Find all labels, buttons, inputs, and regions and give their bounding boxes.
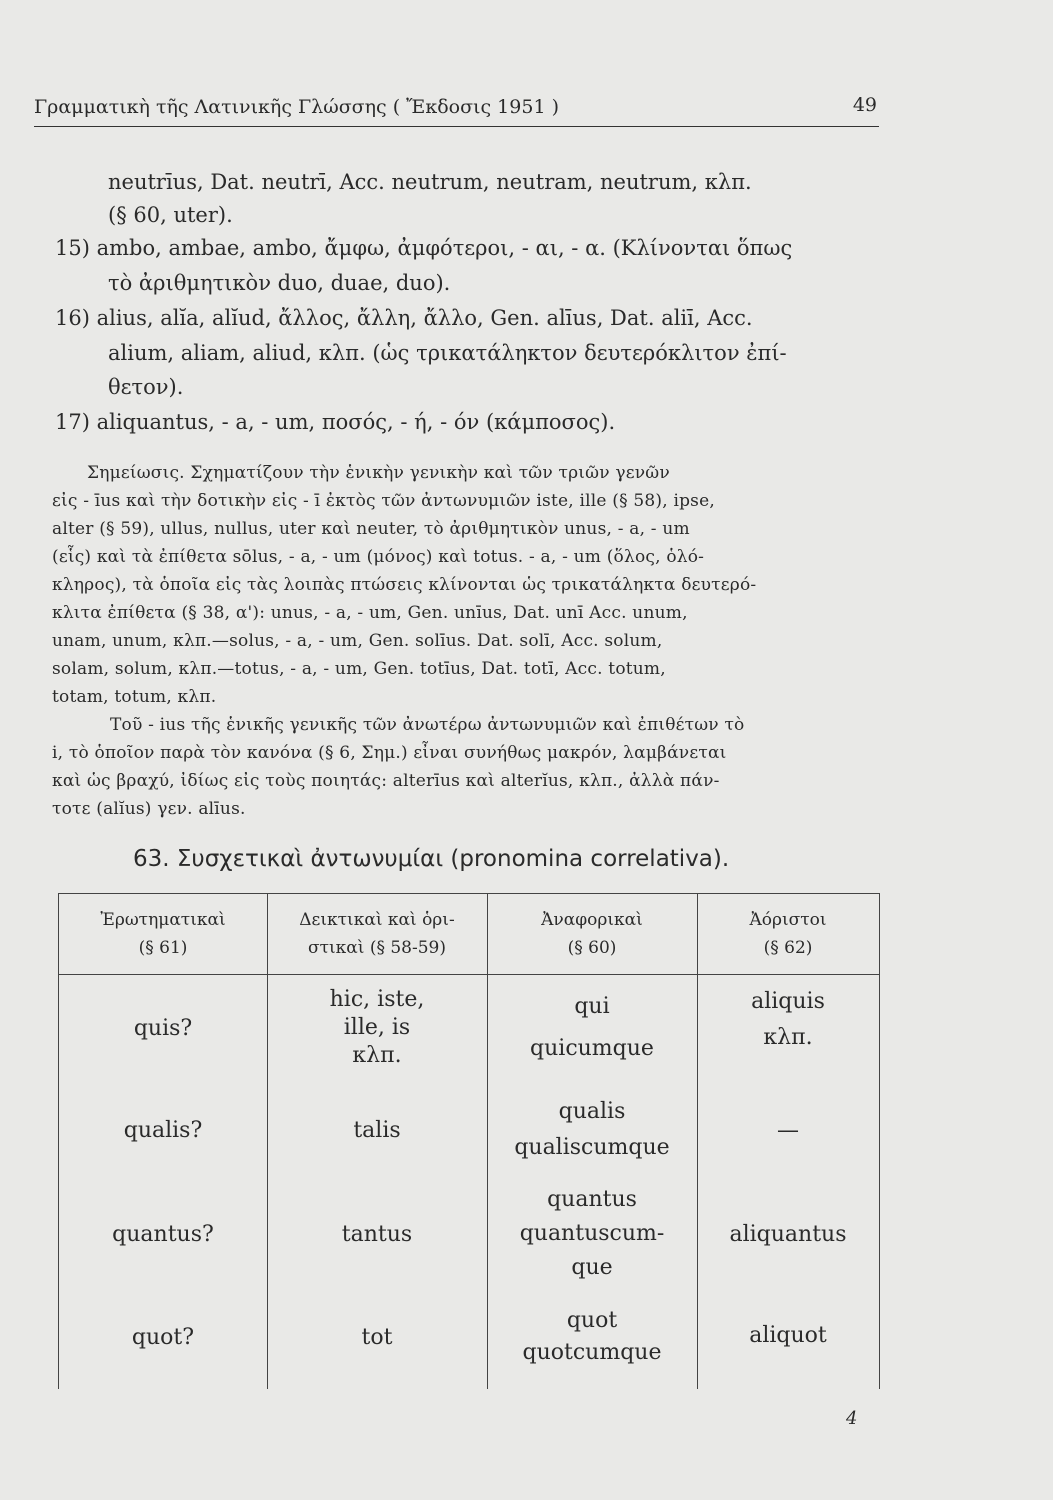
table-cell: hic, iste, ille, is κλπ. <box>329 987 425 1068</box>
body-line: 16) alius, alĭa, alĭud, ἄλλος, ἄλλη, ἄλλο, Gen. alīus, Dat. aliī, Acc. <box>55 306 753 330</box>
body-line: 17) aliquantus, - a, - um, ποσός, - ή, - όν (κάμποσος). <box>55 410 616 434</box>
header-rule <box>59 974 879 975</box>
note-line: (εἷς) καὶ τὰ ἐπίθετα sōlus, - a, - um (μόνος) καὶ totus. - a, - um (ὅλος, ὁλό- <box>52 547 705 567</box>
note-line: κληρος), τὰ ὁποῖα εἰς τὰς λοιπὰς πτώσεις κλίνονται ὡς τρικατάληκτα δευτερό- <box>52 575 757 595</box>
note-line: alter (§ 59), ullus, nullus, uter καὶ neuter, τὸ ἀριθμητικὸν unus, - a, - um <box>52 519 690 539</box>
header-indefinite: Ἀόριστοι (§ 62) <box>749 910 827 958</box>
table-cell: qualis? <box>123 1118 203 1143</box>
body-line: (§ 60, uter). <box>108 203 233 227</box>
note-line: εἰς - īus καὶ τὴν δοτικὴν εἰς - ī ἐκτὸς τῶν ἀντωνυμιῶν iste, ille (§ 58), ipse, <box>52 491 715 511</box>
table-cell: aliquot <box>749 1323 827 1348</box>
body-line: 15) ambo, ambae, ambo, ἄμφω, ἀμφότεροι, - αι, - α. (Κλίνονται ὅπως <box>55 236 793 260</box>
note-line: Τοῦ - ius τῆς ἑνικῆς γενικῆς τῶν ἀνωτέρω ἀντωνυμιῶν καὶ ἐπιθέτων τὸ <box>110 715 745 735</box>
note-line: solam, solum, κλπ.—totus, - a, - um, Gen. totīus, Dat. totī, Acc. totum, <box>52 659 666 679</box>
table-cell: tot <box>361 1325 393 1350</box>
signature-mark: 4 <box>846 1408 858 1429</box>
header-interrogative: Ἐρωτηματικαὶ (§ 61) <box>100 910 226 958</box>
note-line: unam, unum, κλπ.—solus, - a, - um, Gen. solīus. Dat. solī, Acc. solum, <box>52 631 663 651</box>
note-line: τοτε (alĭus) γεν. alīus. <box>52 799 246 819</box>
section-heading: 63. Συσχετικαὶ ἀντωνυμίαι (pronomina correlativa). <box>133 846 730 872</box>
table-cell: quantus? <box>112 1222 214 1247</box>
page-number: 49 <box>852 94 877 116</box>
table-cell: quantus quantuscum- que <box>519 1187 665 1280</box>
body-line: neutrīus, Dat. neutrī, Acc. neutrum, neutram, neutrum, κλπ. <box>108 170 752 194</box>
header-relative: Ἀναφορικαὶ (§ 60) <box>541 910 643 958</box>
body-line: τὸ ἀριθμητικὸν duo, duae, duo). <box>108 271 451 295</box>
table-cell: — <box>777 1118 799 1143</box>
note-line: Σημείωσις. Σχηματίζουν τὴν ἑνικὴν γενικὴν καὶ τῶν τριῶν γενῶν <box>87 463 670 483</box>
note-line: i, τὸ ὁποῖον παρὰ τὸν κανόνα (§ 6, Σημ.) εἶναι συνήθως μακρόν, λαμβάνεται <box>52 743 727 763</box>
header-demonstrative: Δεικτικαὶ καὶ ὁρι- στικαὶ (§ 58-59) <box>299 910 455 958</box>
body-line: alium, aliam, aliud, κλπ. (ὡς τρικατάληκτον δευτερόκλιτον ἐπί- <box>108 341 787 365</box>
table-cell: aliquis κλπ. <box>751 989 825 1050</box>
table-cell: aliquantus <box>729 1222 847 1247</box>
table-cell: quot? <box>131 1325 195 1350</box>
table-cell: qui quicumque <box>530 994 654 1061</box>
note-line: κλιτα ἐπίθετα (§ 38, α'): unus, - a, - um, Gen. unīus, Dat. unī Acc. unum, <box>52 603 688 623</box>
note-line: καὶ ὡς βραχύ, ἰδίως εἰς τοὺς ποιητάς: alterīus καὶ alterĭus, κλπ., ἀλλὰ πάν- <box>52 771 720 791</box>
note-line: totam, totum, κλπ. <box>52 687 217 707</box>
running-title: Γραμματικὴ τῆς Λατινικῆς Γλώσσης ( Ἔκδοσις 1951 ) <box>34 96 559 118</box>
body-line: θετον). <box>108 375 184 399</box>
table-cell: quot quotcumque <box>522 1308 662 1365</box>
correlative-pronouns-table <box>58 893 880 1389</box>
table-cell: tantus <box>341 1222 413 1247</box>
table-cell: quis? <box>133 1016 193 1041</box>
table-cell: qualis qualiscumque <box>514 1099 670 1160</box>
table-cell: talis <box>353 1118 401 1143</box>
running-header <box>34 94 879 127</box>
